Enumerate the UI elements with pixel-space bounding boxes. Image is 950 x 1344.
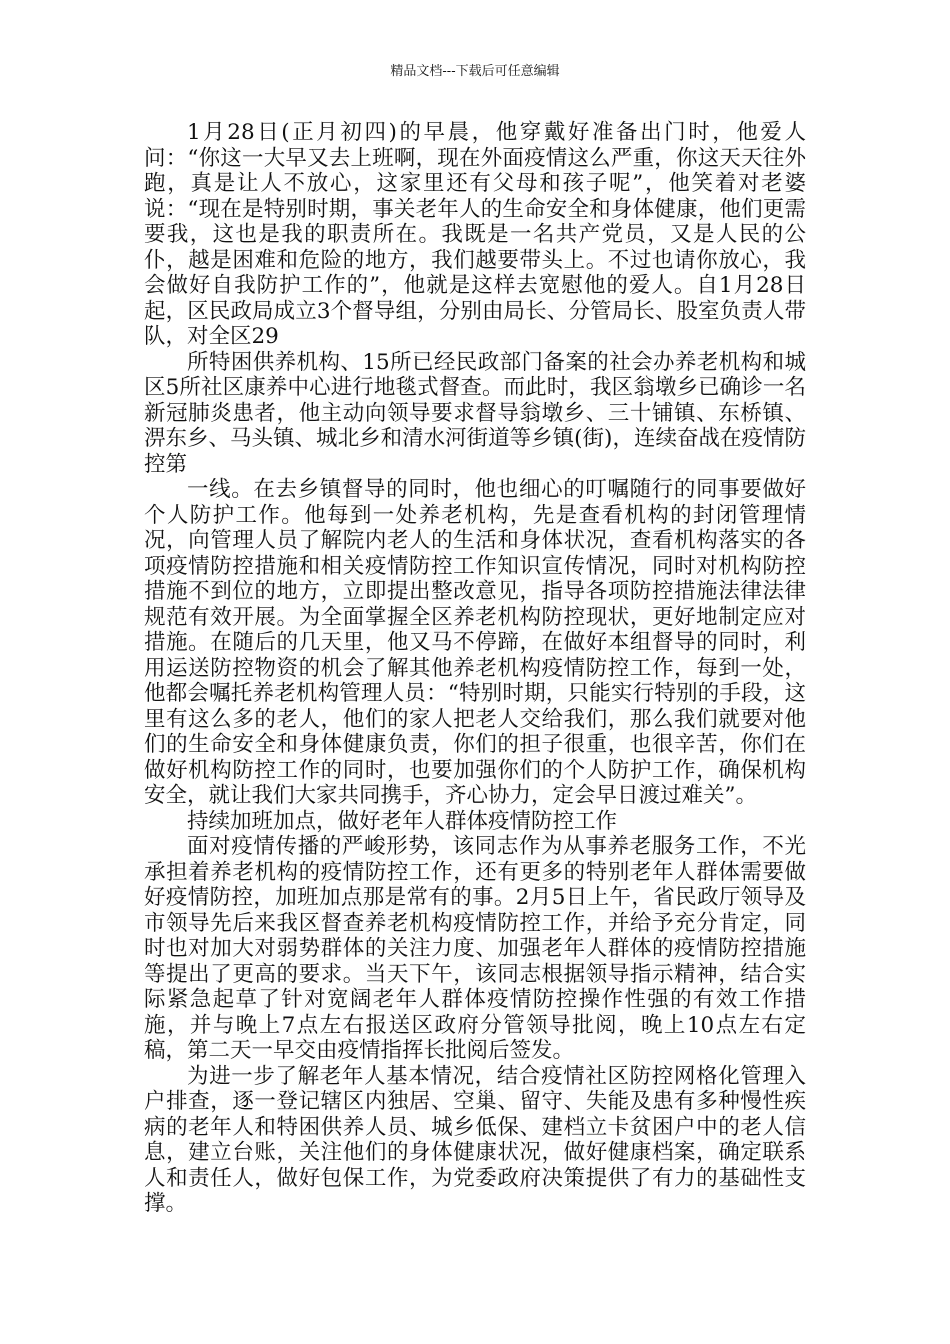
paragraph-5: 为进一步了解老年人基本情况，结合疫情社区防控网格化管理入户排查，逐一登记辖区内独居、空巢、留守、失能及患有多种慢性疾病的老年人和特困供养人员、城乡低保、建档立卡贫困户中的老人信息，建立台账，关注他们的身体健康状况，做好健康档案，确定联系人和责任人，做好包保工作，为党委政府决策提供了有力的基础性支撑。 <box>144 1063 806 1216</box>
document-body <box>144 120 806 1217</box>
section-heading: 持续加班加点，做好老年人群体疫情防控工作 <box>187 808 618 834</box>
paragraph-3: 一线。在去乡镇督导的同时，他也细心的叮嘱随行的同事要做好个人防护工作。他每到一处养老机构，先是查看机构的封闭管理情况，向管理人员了解院内老人的生活和身体状况，查看机构落实的各项疫情防控措施和相关疫情防控工作知识宣传情况，同时对机构防控措施不到位的地方，立即提出整改意见，指导各项防控措施法律法律规范有效开展。为全面掌握全区养老机构防控现状，更好地制定应对措施。在随后的几天里，他又马不停蹄，在做好本组督导的同时，利用运送防控物资的机会了解其他养老机构疫情防控工作，每到一处，他都会嘱托养老机构管理人员：“特别时期，只能实行特别的手段，这里有这么多的老人，他们的家人把老人交给我们，那么我们就要对他们的生命安全和身体健康负责，你们的担子很重，也很辛苦，你们在做好机构防控工作的同时，也要加强你们的个人防护工作，确保机构安全，就让我们大家共同携手，齐心协力，定会早日渡过难关”。 <box>144 477 806 808</box>
paragraph-1: 1月28日(正月初四)的早晨，他穿戴好准备出门时，他爱人问：“你这一大早又去上班啊，现在外面疫情这么严重，你这天天往外跑，真是让人不放心，这家里还有父母和孩子呢”，他笑着对老婆说：“现在是特别时期，事关老年人的生命安全和身体健康，他们更需要我，这也是我的职责所在。我既是一名共产党员，又是人民的公仆，越是困难和危险的地方，我们越要带头上。不过也请你放心，我会做好自我防护工作的”，他就是这样去宽慰他的爱人。自1月28日起，区民政局成立3个督导组，分别由局长、分管局长、股室负责人带队，对全区29 <box>144 120 806 349</box>
paragraph-2: 所特困供养机构、15所已经民政部门备案的社会办养老机构和城区5所社区康养中心进行地毯式督查。而此时，我区翁墩乡已确诊一名新冠肺炎患者，他主动向领导要求督导翁墩乡、三十铺镇、东桥镇、淠东乡、马头镇、城北乡和清水河街道等乡镇(街)，连续奋战在疫情防控第 <box>144 349 806 477</box>
page-header: 精品文档---下载后可任意编辑 <box>390 64 560 79</box>
paragraph-4: 面对疫情传播的严峻形势，该同志作为从事养老服务工作，不光承担着养老机构的疫情防控工作，还有更多的特别老年人群体需要做好疫情防控，加班加点那是常有的事。2月5日上午，省民政厅领导及市领导先后来我区督查养老机构疫情防控工作，并给予充分肯定，同时也对加大对弱势群体的关注力度、加强老年人群体的疫情防控措施等提出了更高的要求。当天下午，该同志根据领导指示精神，结合实际紧急起草了针对宽阔老年人群体疫情防控操作性强的有效工作措施，并与晚上7点左右报送区政府分管领导批阅，晚上10点左右定稿，第二天一早交由疫情指挥长批阅后签发。 <box>144 834 806 1063</box>
